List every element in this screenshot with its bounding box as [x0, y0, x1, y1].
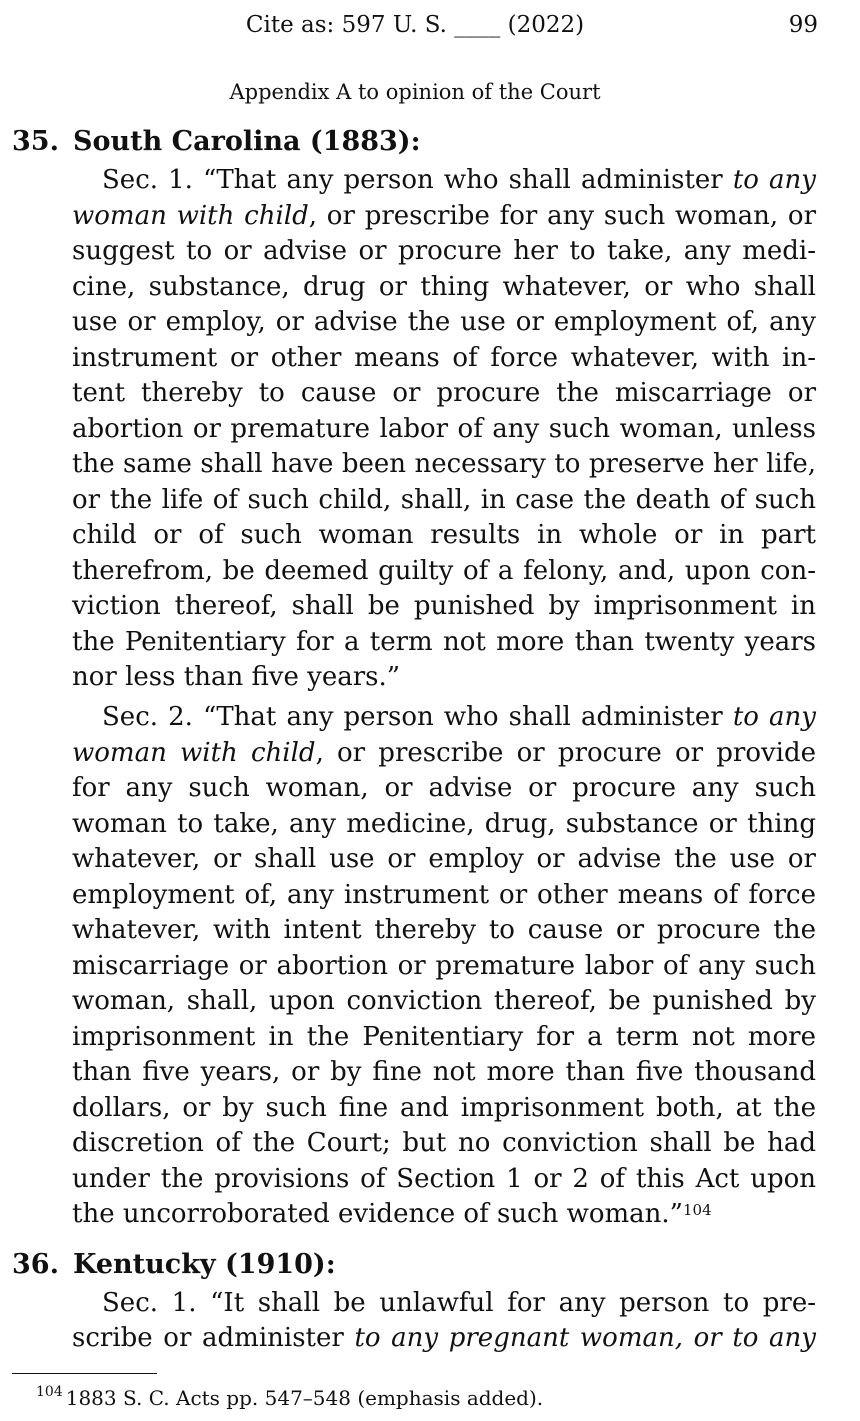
text-line	[72, 984, 816, 1019]
text-line	[72, 1321, 816, 1356]
text-line	[72, 1126, 816, 1161]
emphasis-text: to any pregnant woman, or to any	[354, 1323, 816, 1353]
text-span: imprisonment in the Penitentiary for a term not more	[72, 1021, 816, 1052]
text-span: , or prescribe or procure or provide	[315, 737, 817, 768]
text-span: dollars, or by such fine and imprisonment both, at the	[72, 1092, 816, 1123]
text-span: than five years, or by fine not more than five thousand	[72, 1057, 816, 1087]
text-line	[72, 518, 816, 553]
text-line	[72, 341, 816, 376]
text-line	[72, 1197, 816, 1232]
text-line	[72, 1020, 816, 1055]
text-span: woman to take, any medicine, drug, substance or thing	[72, 808, 816, 839]
text-line	[72, 1091, 816, 1126]
text-span: the uncorroborated evidence of such woman.”	[72, 1199, 683, 1229]
section-number: 35.	[12, 126, 59, 157]
section-heading-south-carolina	[12, 126, 421, 157]
text-span: child or of such woman results in whole or in part	[72, 520, 816, 550]
text-span: whatever, with intent thereby to cause or procure the	[72, 915, 816, 945]
text-line	[72, 163, 816, 198]
footnote-divider	[12, 1373, 157, 1374]
text-line	[72, 554, 816, 589]
text-span: scribe or administer	[72, 1323, 355, 1353]
text-span: Sec. 2. “That any person who shall administer	[102, 702, 733, 732]
running-header-citation: Cite as: 597 U. S. ____ (2022)	[245, 12, 585, 38]
text-line	[72, 483, 816, 518]
text-line	[72, 1055, 816, 1090]
text-span: whatever, or shall use or employ or advise the use or	[72, 844, 816, 874]
text-span: nor less than five years.”	[72, 662, 401, 692]
footnote-reference: 104	[682, 1201, 712, 1219]
text-line	[72, 376, 816, 411]
text-span: Sec. 1. “It shall be unlawful for any person to pre-	[102, 1288, 816, 1318]
text-span: the same shall have been necessary to preserve her life,	[72, 449, 816, 479]
text-line	[72, 1286, 816, 1321]
text-line	[72, 589, 816, 624]
text-line	[72, 949, 816, 984]
text-span: under the provisions of Section 1 or 2 of this Act upon	[72, 1163, 816, 1194]
text-span: Sec. 1. “That any person who shall administer	[102, 165, 733, 195]
text-line	[72, 807, 816, 842]
text-line	[72, 412, 816, 447]
text-span: suggest to or advise or procure her to take, any medi-	[72, 236, 816, 266]
text-line	[72, 625, 816, 660]
text-line	[72, 878, 816, 913]
text-span: use or employ, or advise the use or employment of, any	[72, 307, 816, 337]
appendix-heading: Appendix A to opinion of the Court	[229, 80, 601, 104]
text-span: woman, shall, upon conviction thereof, be punished by	[72, 986, 816, 1016]
footnote-text: 1883 S. C. Acts pp. 547–548 (emphasis added).	[65, 1386, 544, 1410]
text-line	[72, 270, 816, 305]
emphasis-text: to any	[732, 702, 816, 732]
text-span: viction thereof, shall be punished by imprisonment in	[72, 591, 816, 621]
text-line	[72, 913, 816, 948]
section-number: 36.	[12, 1249, 59, 1280]
text-line	[72, 234, 816, 269]
footnote-mark: 104	[36, 1384, 63, 1400]
footnote-104	[36, 1386, 543, 1410]
text-span: instrument or other means of force whatever, with in-	[72, 342, 816, 373]
text-span: miscarriage or abortion or premature labor of any such	[72, 950, 816, 981]
section-title: South Carolina (1883):	[72, 126, 421, 157]
text-line	[72, 771, 816, 806]
text-span: for any such woman, or advise or procure any such	[72, 773, 816, 803]
text-span: employment of, any instrument or other means of force	[72, 879, 816, 910]
emphasis-text: to any	[732, 165, 816, 195]
text-line	[72, 736, 816, 771]
section-heading-kentucky	[12, 1249, 336, 1280]
text-span: discretion of the Court; but no conviction shall be had	[72, 1128, 816, 1158]
text-line	[72, 199, 816, 234]
page-number: 99	[788, 12, 818, 38]
text-span: , or prescribe for any such woman, or	[308, 200, 816, 231]
emphasis-text: woman with child	[72, 200, 309, 231]
text-span: cine, substance, drug or thing whatever, or who shall	[72, 271, 816, 302]
text-line	[72, 447, 816, 482]
text-span: the Penitentiary for a term not more than twenty years	[72, 626, 816, 657]
text-line	[72, 842, 816, 877]
text-line	[72, 305, 816, 340]
text-span: tent thereby to cause or procure the miscarriage or	[72, 378, 816, 408]
section-title: Kentucky (1910):	[72, 1249, 336, 1280]
text-span: therefrom, be deemed guilty of a felony, and, upon con-	[72, 555, 816, 586]
text-span: abortion or premature labor of any such woman, unless	[72, 413, 816, 444]
text-line	[72, 660, 816, 695]
text-line	[72, 700, 816, 735]
text-line	[72, 1162, 816, 1197]
text-span: or the life of such child, shall, in case the death of such	[72, 484, 816, 515]
emphasis-text: woman with child	[72, 737, 316, 768]
